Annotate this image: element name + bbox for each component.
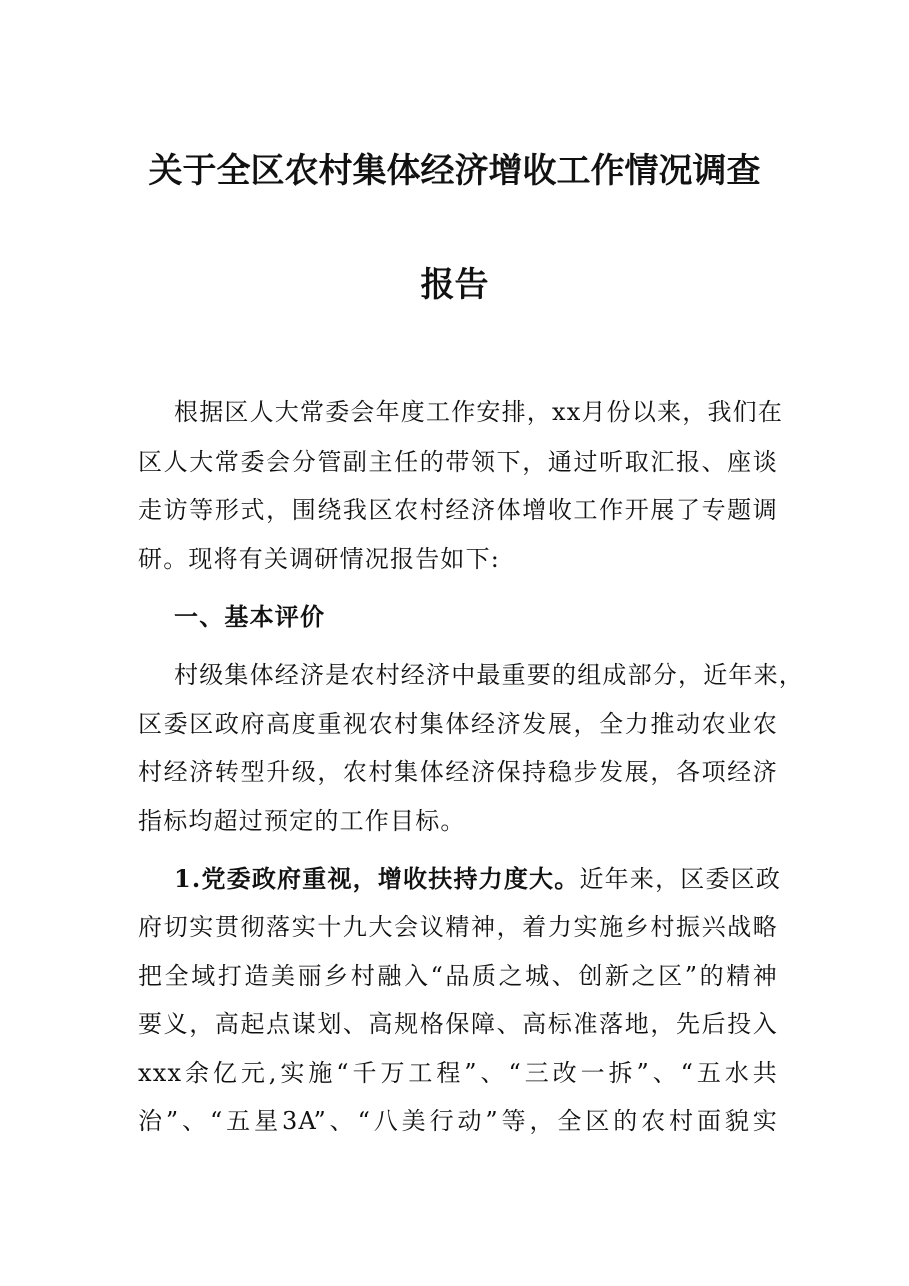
item1-line-2: 府切实贯彻落实十九大会议精神，着力实施乡村振兴战略: [138, 913, 778, 941]
section-heading-basic-evaluation: 一、基本评价: [174, 602, 326, 631]
item1-line-1: [174, 864, 782, 894]
section1-line-4: 指标均超过预定的工作目标。: [138, 807, 466, 835]
item1-line-5: xxx余亿元,实施“千万工程”、“三改一拆”、“五水共: [138, 1059, 778, 1087]
section1-line-2: 区委区政府高度重视农村集体经济发展，全力推动农业农: [138, 710, 778, 738]
item1-line-6: 治”、“五星3A”、“八美行动”等，全区的农村面貌实: [138, 1107, 778, 1135]
item1-line-4: 要义，高起点谋划、高规格保障、高标准落地，先后投入: [138, 1010, 778, 1038]
intro-line-4: 研。现将有关调研情况报告如下:: [138, 545, 501, 573]
item1-line-3: 把全域打造美丽乡村融入“品质之城、创新之区”的精神: [138, 962, 778, 990]
intro-line-1: 根据区人大常委会年度工作安排，xx月份以来，我们在: [174, 398, 784, 426]
section1-line-1: 村级集体经济是农村经济中最重要的组成部分，近年来，: [174, 661, 804, 689]
document-title-line-1: 关于全区农村集体经济增收工作情况调查: [148, 151, 761, 191]
document-title-line-2: 报告: [420, 265, 489, 305]
intro-line-2: 区人大常委会分管副主任的带领下，通过听取汇报、座谈: [138, 448, 778, 476]
item1-lead: 1.党委政府重视，增收扶持力度大。: [174, 864, 580, 893]
item1-first-rest: 近年来，区委区政: [579, 865, 782, 893]
intro-line-3: 走访等形式，围绕我区农村经济体增收工作开展了专题调: [138, 496, 778, 524]
section1-line-3: 村经济转型升级，农村集体经济保持稳步发展，各项经济: [138, 758, 778, 786]
